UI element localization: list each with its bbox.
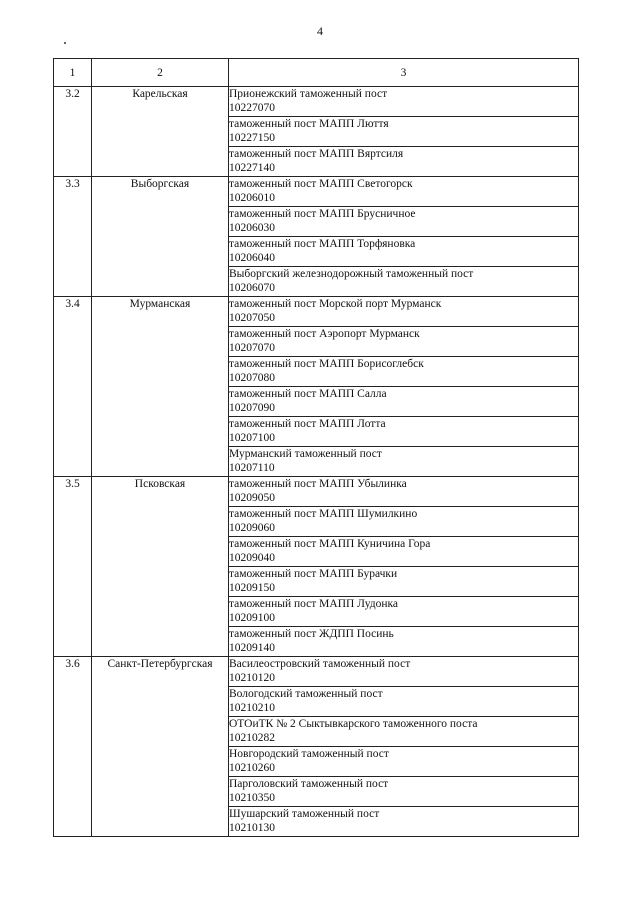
customs-post-cell [229, 237, 579, 267]
table-header [54, 59, 579, 87]
post-name: Парголовский таможенный пост [229, 778, 389, 790]
region-name: Мурманская [92, 297, 229, 477]
post-name: таможенный пост МАПП Куничина Гора [229, 538, 431, 550]
post-code: 10207050 [229, 312, 275, 324]
table-row [54, 657, 579, 687]
customs-post-cell [229, 327, 579, 357]
customs-post-cell [229, 357, 579, 387]
scan-speck [64, 42, 66, 44]
post-name: ОТОиТК № 2 Сыктывкарского таможенного поста [229, 718, 478, 730]
post-name: таможенный пост МАПП Светогорск [229, 178, 413, 190]
customs-post-cell [229, 567, 579, 597]
post-code: 10206030 [229, 222, 275, 234]
section-number: 3.3 [54, 177, 92, 297]
post-code: 10209060 [229, 522, 275, 534]
customs-post-cell [229, 777, 579, 807]
customs-post-cell [229, 717, 579, 747]
post-code: 10207100 [229, 432, 275, 444]
post-code: 10206040 [229, 252, 275, 264]
customs-post-cell [229, 507, 579, 537]
post-name: таможенный пост МАПП Борисоглебск [229, 358, 424, 370]
post-name: таможенный пост Морской порт Мурманск [229, 298, 442, 310]
customs-post-cell [229, 747, 579, 777]
post-name: таможенный пост МАПП Бурачки [229, 568, 398, 580]
customs-post-cell [229, 687, 579, 717]
customs-post-cell [229, 297, 579, 327]
post-code: 10207090 [229, 402, 275, 414]
post-code: 10210350 [229, 792, 275, 804]
post-code: 10206010 [229, 192, 275, 204]
customs-post-cell [229, 537, 579, 567]
customs-post-cell [229, 627, 579, 657]
region-name: Выборгская [92, 177, 229, 297]
post-name: Выборгский железнодорожный таможенный пост [229, 268, 474, 280]
table-row [54, 477, 579, 507]
post-code: 10209150 [229, 582, 275, 594]
region-name: Санкт-Петербургская [92, 657, 229, 837]
header-col-1: 1 [54, 59, 92, 87]
post-name: Шушарский таможенный пост [229, 808, 380, 820]
customs-post-cell [229, 117, 579, 147]
post-code: 10210282 [229, 732, 275, 744]
customs-post-cell [229, 87, 579, 117]
customs-post-cell [229, 597, 579, 627]
post-code: 10210260 [229, 762, 275, 774]
header-col-2: 2 [92, 59, 229, 87]
section-number: 3.4 [54, 297, 92, 477]
post-name: таможенный пост МАПП Лотта [229, 418, 386, 430]
post-name: таможенный пост МАПП Вяртсиля [229, 148, 404, 160]
post-name: таможенный пост МАПП Брусничное [229, 208, 416, 220]
region-name: Псковская [92, 477, 229, 657]
section-number: 3.6 [54, 657, 92, 837]
post-name: Василеостровский таможенный пост [229, 658, 411, 670]
header-col-3: 3 [229, 59, 579, 87]
table-body [54, 87, 579, 837]
customs-post-cell [229, 657, 579, 687]
customs-post-cell [229, 147, 579, 177]
post-code: 10207110 [229, 462, 275, 474]
customs-post-cell [229, 267, 579, 297]
customs-post-cell [229, 477, 579, 507]
post-name: таможенный пост МАПП Убылинка [229, 478, 407, 490]
post-name: Мурманский таможенный пост [229, 448, 382, 460]
post-code: 10207080 [229, 372, 275, 384]
post-code: 10227070 [229, 102, 275, 114]
customs-post-cell [229, 447, 579, 477]
customs-post-cell [229, 417, 579, 447]
post-code: 10227140 [229, 162, 275, 174]
post-code: 10206070 [229, 282, 275, 294]
customs-post-cell [229, 807, 579, 837]
post-code: 10227150 [229, 132, 275, 144]
post-name: Новгородский таможенный пост [229, 748, 389, 760]
customs-post-cell [229, 207, 579, 237]
post-name: таможенный пост МАПП Шумилкино [229, 508, 418, 520]
post-name: таможенный пост МАПП Торфяновка [229, 238, 416, 250]
section-number: 3.5 [54, 477, 92, 657]
post-name: таможенный пост МАПП Салла [229, 388, 387, 400]
post-name: таможенный пост Аэропорт Мурманск [229, 328, 420, 340]
post-code: 10209050 [229, 492, 275, 504]
customs-post-cell [229, 387, 579, 417]
table-row [54, 297, 579, 327]
section-number: 3.2 [54, 87, 92, 177]
post-code: 10210130 [229, 822, 275, 834]
table-row [54, 87, 579, 117]
post-name: таможенный пост ЖДПП Посинь [229, 628, 394, 640]
table-row [54, 177, 579, 207]
region-name: Карельская [92, 87, 229, 177]
customs-post-cell [229, 177, 579, 207]
post-code: 10209100 [229, 612, 275, 624]
post-name: Прионежский таможенный пост [229, 88, 388, 100]
post-name: Вологодский таможенный пост [229, 688, 383, 700]
customs-posts-table [53, 58, 579, 837]
post-code: 10209140 [229, 642, 275, 654]
post-name: таможенный пост МАПП Лудонка [229, 598, 398, 610]
post-code: 10209040 [229, 552, 275, 564]
post-code: 10207070 [229, 342, 275, 354]
post-name: таможенный пост МАПП Люття [229, 118, 389, 130]
post-code: 10210210 [229, 702, 275, 714]
page-number: 4 [317, 24, 323, 38]
post-code: 10210120 [229, 672, 275, 684]
